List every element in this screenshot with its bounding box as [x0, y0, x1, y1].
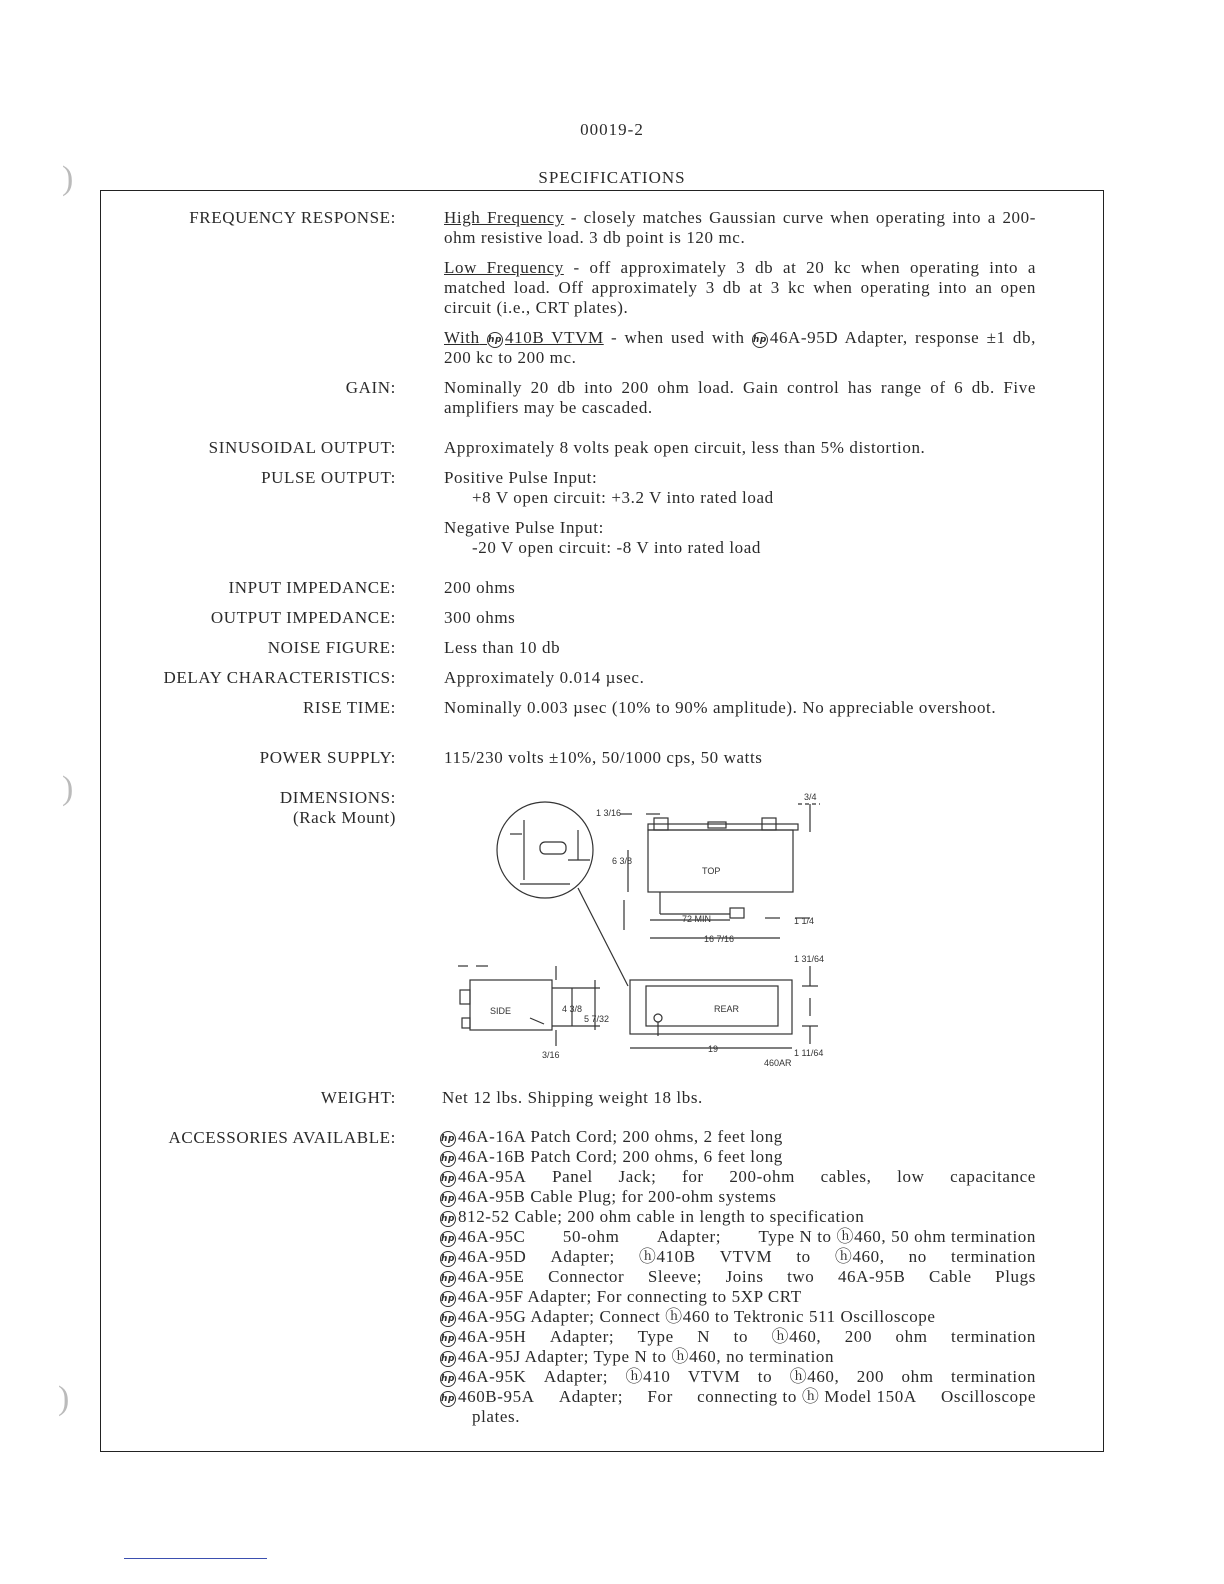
pulse-negative-title: Negative Pulse Input: — [444, 518, 604, 537]
accessory-text: ohm — [901, 1367, 934, 1386]
accessory-text: Joins — [725, 1267, 764, 1286]
dim-a-label: 1 3/16 — [596, 808, 622, 818]
accessory-item — [440, 1387, 1036, 1407]
accessory-text: Cable — [928, 1267, 972, 1286]
accessory-text: 46A-95B — [837, 1267, 906, 1286]
accessory-text: Adapter; — [558, 1387, 624, 1406]
accessory-item — [440, 1187, 1036, 1207]
accessory-text: ⓗ410B — [638, 1247, 696, 1266]
label-accessories: ACCESSORIES AVAILABLE: — [168, 1128, 396, 1147]
accessory-item — [440, 1347, 1036, 1367]
dimensions-diagram — [450, 790, 830, 1076]
sinusoidal-output-value: Approximately 8 volts peak open circuit, less than 5% distortion. — [444, 438, 926, 457]
accessories-list — [440, 1127, 1036, 1427]
input-impedance-value: 200 ohms — [444, 578, 516, 597]
side-view-label: SIDE — [490, 1006, 512, 1016]
accessory-text: to — [733, 1327, 749, 1346]
pulse-positive-title: Positive Pulse Input: — [444, 468, 598, 487]
label-power-supply: POWER SUPPLY: — [259, 748, 396, 767]
dim-f-label: 5 7/32 — [584, 1014, 610, 1024]
dim-h-label: 1 11/64 — [794, 1048, 824, 1058]
accessory-item — [440, 1147, 1036, 1167]
label-gain: GAIN: — [345, 378, 396, 397]
accessory-text: 50-ohm — [562, 1227, 620, 1246]
hp-logo-icon: hp — [440, 1191, 456, 1207]
accessory-text: Adapter; — [549, 1327, 615, 1346]
dim-d-label: 1 31/64 — [794, 954, 825, 964]
accessory-item — [440, 1247, 1036, 1267]
pulse-negative-value: -20 V open circuit: -8 V into rated load — [472, 538, 762, 557]
figure-id-label: 460AR — [764, 1058, 792, 1068]
hp-logo-icon: hp — [440, 1251, 456, 1267]
hp-logo-icon: hp — [440, 1291, 456, 1307]
rear-view-label: REAR — [714, 1004, 740, 1014]
label-pulse-output: PULSE OUTPUT: — [261, 468, 396, 487]
accessory-item — [440, 1167, 1036, 1187]
accessory-text: ⓗ460, — [834, 1247, 885, 1266]
gain-value: Nominally 20 db into 200 ohm load. Gain control has range of 6 db. Five amplifiers may be cascaded. — [444, 378, 1036, 417]
accessory-tail: plates. — [472, 1407, 521, 1426]
accessory-text: capacitance — [950, 1167, 1036, 1186]
accessory-text: termination — [950, 1247, 1036, 1266]
frequency-with-model: 410B VTVM — [505, 328, 604, 347]
accessory-text: 200 — [844, 1327, 873, 1346]
rise-time-value: Nominally 0.003 µsec (10% to 90% amplitude). No appreciable overshoot. — [444, 698, 997, 717]
hp-logo-icon: hp — [440, 1331, 456, 1347]
accessory-text: Adapter; — [550, 1247, 615, 1266]
accessory-text: to — [757, 1367, 773, 1386]
accessory-text: hp 46A-95B Cable Plug; for 200-ohm systems — [441, 1187, 777, 1206]
dim-b-label: 3/4 — [804, 792, 817, 802]
label-frequency-response: FREQUENCY RESPONSE: — [189, 208, 396, 227]
hp-logo-icon: hp — [440, 1231, 456, 1247]
frequency-with-title-group — [444, 328, 604, 347]
hp-logo-icon: hp — [440, 1391, 456, 1407]
accessory-text: hp 46A-95J Adapter; Type N to ⓗ460, no termination — [441, 1347, 835, 1366]
top-view-label: TOP — [702, 866, 721, 876]
accessory-text: to — [796, 1247, 811, 1266]
margin-mark-top: ) — [62, 160, 74, 197]
accessory-text: for — [682, 1167, 704, 1186]
dim-e-label: 4 3/8 — [562, 1004, 583, 1014]
hp-logo-icon: hp — [440, 1151, 456, 1167]
top-height-label: 6 3/8 — [612, 856, 633, 866]
page-title: SPECIFICATIONS — [538, 168, 686, 187]
accessory-text: Oscilloscope — [940, 1387, 1036, 1406]
accessory-text: hp 46A-16A Patch Cord; 200 ohms, 2 feet long — [441, 1127, 783, 1146]
frequency-with-text-b: 46A-95D Adapter, response ±1 db, 200 kc to 200 mc. — [444, 328, 1036, 367]
frequency-low-title: Low Frequency — [444, 258, 564, 277]
accessory-text: Adapter; — [543, 1367, 609, 1386]
accessory-text: VTVM — [687, 1367, 741, 1386]
label-noise-figure: NOISE FIGURE: — [267, 638, 396, 657]
accessory-text: cables, — [820, 1167, 872, 1186]
accessory-item — [440, 1267, 1036, 1287]
frequency-with-vtvm — [444, 328, 1036, 368]
frequency-with-title: With — [444, 328, 480, 347]
accessory-text: hp 460B-95A — [441, 1387, 535, 1406]
frequency-high-title: High Frequency — [444, 208, 565, 227]
accessory-text: hp 46A-95G Adapter; Connect ⓗ460 to Tektronic 511 Oscilloscope — [441, 1307, 936, 1326]
label-input-impedance: INPUT IMPEDANCE: — [228, 578, 396, 597]
label-output-impedance: OUTPUT IMPEDANCE: — [210, 608, 396, 627]
hp-logo-icon: hp — [440, 1311, 456, 1327]
top-width-label: 16 7/16 — [704, 934, 735, 944]
dim-g-label: 3/16 — [542, 1050, 560, 1060]
label-rise-time: RISE TIME: — [302, 698, 396, 717]
noise-figure-value: Less than 10 db — [444, 638, 561, 657]
accessory-text: hp 46A-95H — [441, 1327, 527, 1346]
accessory-item — [440, 1227, 1036, 1247]
accessory-text: no — [908, 1247, 927, 1266]
accessory-item — [440, 1287, 1036, 1307]
hp-logo-icon: hp — [440, 1371, 456, 1387]
hp-logo-icon: hp — [440, 1271, 456, 1287]
output-impedance-value: 300 ohms — [444, 608, 516, 627]
document-number: 00019-2 — [580, 120, 644, 139]
accessory-text: Sleeve; — [647, 1267, 703, 1286]
dim-c-label: 1 1/4 — [794, 916, 815, 926]
accessory-text: hp 46A-95D — [441, 1247, 527, 1266]
label-delay-characteristics: DELAY CHARACTERISTICS: — [163, 668, 396, 687]
frequency-low-text: - off approximately 3 db at 20 kc when operating into a matched load. Off approximately 3 db at 3 kc when operating into an open circuit (i.e., CRT plates). — [444, 258, 1036, 317]
accessory-text: hp 46A-95E — [441, 1267, 525, 1286]
accessory-text: ⓗ410 — [625, 1367, 671, 1386]
accessory-item — [440, 1307, 1036, 1327]
accessory-text: Type N to ⓗ460, 50 ohm termination — [758, 1227, 1036, 1246]
weight-value: Net 12 lbs. Shipping weight 18 lbs. — [442, 1088, 703, 1107]
accessory-text: hp 812-52 Cable; 200 ohm cable in length to specification — [441, 1207, 865, 1226]
delay-characteristics-value: Approximately 0.014 µsec. — [444, 668, 645, 687]
accessory-text: Jack; — [618, 1167, 657, 1186]
hp-logo-icon: hp — [440, 1171, 456, 1187]
accessory-text: Plugs — [995, 1267, 1036, 1286]
accessory-text: ⓗ460, — [789, 1367, 840, 1386]
hp-logo-icon: hp — [487, 332, 503, 348]
accessory-item — [440, 1127, 1036, 1147]
accessory-text: 200-ohm — [729, 1167, 795, 1186]
power-supply-value: 115/230 volts ±10%, 50/1000 cps, 50 watts — [444, 748, 763, 767]
detail-leader-line — [578, 888, 628, 986]
accessory-text: hp 46A-95F Adapter; For connecting to 5XP CRT — [441, 1287, 802, 1306]
pulse-positive-value: +8 V open circuit: +3.2 V into rated load — [472, 488, 774, 507]
hp-logo-icon: hp — [440, 1351, 456, 1367]
accessory-text: ohm — [895, 1327, 928, 1346]
accessory-text: ⓗ460, — [771, 1327, 822, 1346]
frequency-high-text: - closely matches Gaussian curve when operating into a 200-ohm resistive load. 3 db point is 120 mc. — [444, 208, 1037, 247]
label-dimensions-sub: (Rack Mount) — [292, 808, 396, 827]
frequency-low — [444, 258, 1036, 318]
label-sinusoidal-output: SINUSOIDAL OUTPUT: — [208, 438, 396, 457]
accessory-text: For — [647, 1387, 673, 1406]
accessory-text: Connector — [548, 1267, 625, 1286]
label-dimensions: DIMENSIONS: — [279, 788, 396, 807]
accessory-text: termination — [950, 1367, 1036, 1386]
accessory-text: termination — [951, 1327, 1036, 1346]
top-view-outline — [648, 830, 793, 892]
accessory-text: hp 46A-95K — [441, 1367, 527, 1386]
label-weight: WEIGHT: — [320, 1088, 396, 1107]
accessory-text: VTVM — [719, 1247, 773, 1266]
accessory-text: 200 — [856, 1367, 885, 1386]
footnote-rule — [124, 1558, 267, 1559]
accessory-item — [440, 1367, 1036, 1387]
accessory-text: connecting to ⓗ Model 150A — [697, 1387, 917, 1406]
accessory-text: hp 46A-95A — [441, 1167, 527, 1186]
margin-mark-bottom: ) — [58, 1380, 70, 1417]
accessory-text: N — [697, 1327, 711, 1346]
accessory-text: two — [787, 1267, 815, 1286]
hp-logo-icon: hp — [440, 1211, 456, 1227]
hp-logo-icon: hp — [752, 332, 768, 348]
margin-mark-middle: ) — [62, 770, 74, 807]
accessory-text: hp 46A-16B Patch Cord; 200 ohms, 6 feet long — [441, 1147, 783, 1166]
accessory-text: hp 46A-95C — [441, 1227, 526, 1246]
frequency-high — [444, 208, 1036, 248]
accessory-text: Adapter; — [656, 1227, 722, 1246]
frequency-with-text-a: - when used with — [603, 328, 745, 347]
accessory-text: Panel — [552, 1167, 593, 1186]
min-length-label: 72 MIN — [682, 914, 712, 924]
accessory-text: Type — [637, 1327, 674, 1346]
rear-width-label: 19 — [708, 1044, 719, 1054]
accessory-item — [440, 1327, 1036, 1347]
accessory-item — [440, 1207, 1036, 1227]
hp-logo-icon: hp — [440, 1131, 456, 1147]
accessory-text: low — [897, 1167, 925, 1186]
